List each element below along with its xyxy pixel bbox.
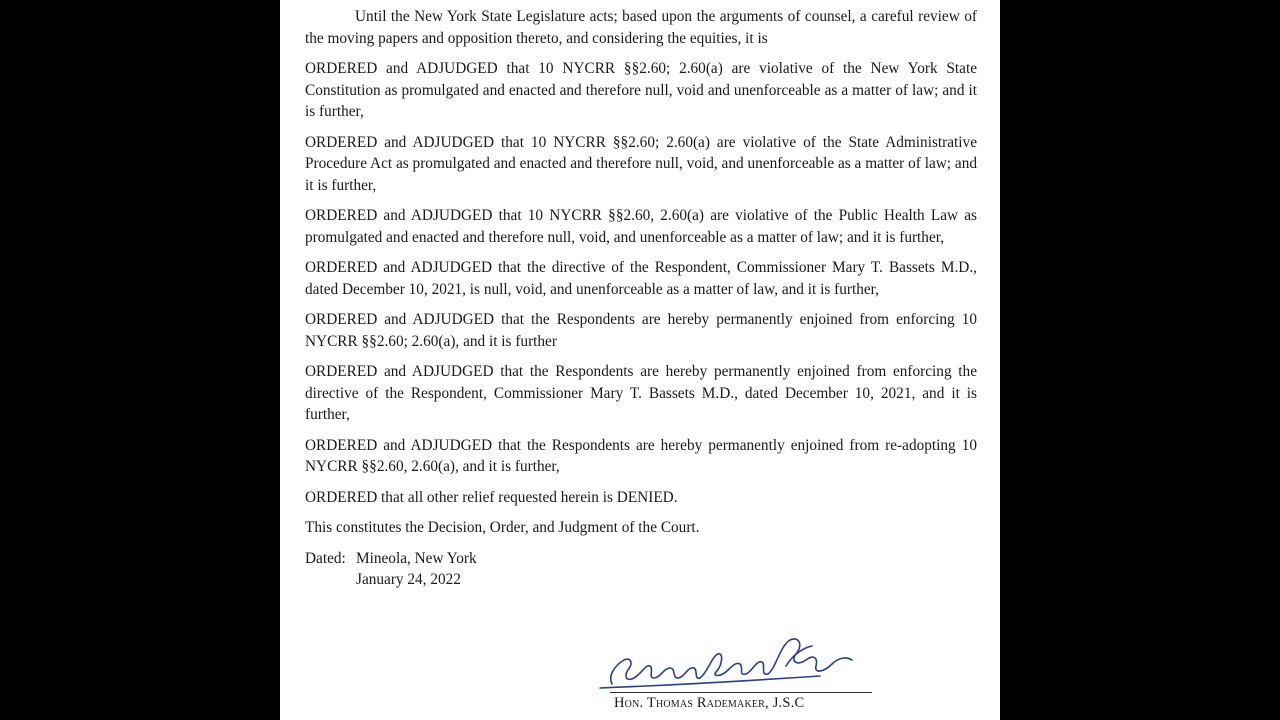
order-paragraph-public-health-law: ORDERED and ADJUDGED that 10 NYCRR §§2.60, 2.60(a) are violative of the Public Health Law as promulgated and enacted and therefore null, void, and unenforceable as a matter of law; and it is further, xyxy=(305,207,977,246)
order-paragraph-constitution: ORDERED and ADJUDGED that 10 NYCRR §§2.60; 2.60(a) are violative of the New York State Constitution as promulgated and enacted and therefore null, void and unenforceable as a matter of law; and it is further, xyxy=(305,60,977,120)
signature-block xyxy=(590,626,890,716)
order-paragraph-denied: ORDERED that all other relief requested herein is DENIED. xyxy=(305,488,678,506)
order-paragraph-enjoin-readopting: ORDERED and ADJUDGED that the Respondents are hereby permanently enjoined from re-adopting 10 NYCRR §§2.60, 2.60(a), and it is further, xyxy=(305,436,977,475)
closing-paragraph: This constitutes the Decision, Order, and Judgment of the Court. xyxy=(305,519,700,536)
document-body xyxy=(305,6,977,591)
order-paragraph-sapa: ORDERED and ADJUDGED that 10 NYCRR §§2.60; 2.60(a) are violative of the State Administrative Procedure Act as promulgated and enacted and therefore null, void, and unenforceable as a matter of law; and it is further, xyxy=(305,133,977,194)
order-paragraph-enjoin-directive: ORDERED and ADJUDGED that the Respondents are hereby permanently enjoined from enforcing the directive of the Respondent, Commissioner Mary T. Bassets M.D., dated December 10, 2021, and it is further, xyxy=(305,363,977,423)
dated-place: Mineola, New York xyxy=(356,549,477,567)
dated-label: Dated: xyxy=(305,549,346,567)
dated-lines xyxy=(356,548,477,591)
dated-block xyxy=(305,548,977,591)
document-page xyxy=(280,0,1000,720)
handwritten-signature xyxy=(590,626,890,696)
intro-paragraph: Until the New York State Legislature acts; based upon the arguments of counsel, a careful review of the moving papers and opposition thereto, and considering the equities, it is xyxy=(305,8,977,47)
dated-date: January 24, 2022 xyxy=(356,571,461,588)
order-paragraph-directive-void: ORDERED and ADJUDGED that the directive of the Respondent, Commissioner Mary T. Bassets M.D., dated December 10, 2021, is null, void, and unenforceable as a matter of law, and it is further, xyxy=(305,259,977,298)
signer-name: Hon. Thomas Rademaker, J.S.C xyxy=(614,695,805,711)
order-paragraph-enjoin-enforcing: ORDERED and ADJUDGED that the Respondents are hereby permanently enjoined from enforcing 10 NYCRR §§2.60; 2.60(a), and it is further xyxy=(305,311,977,350)
